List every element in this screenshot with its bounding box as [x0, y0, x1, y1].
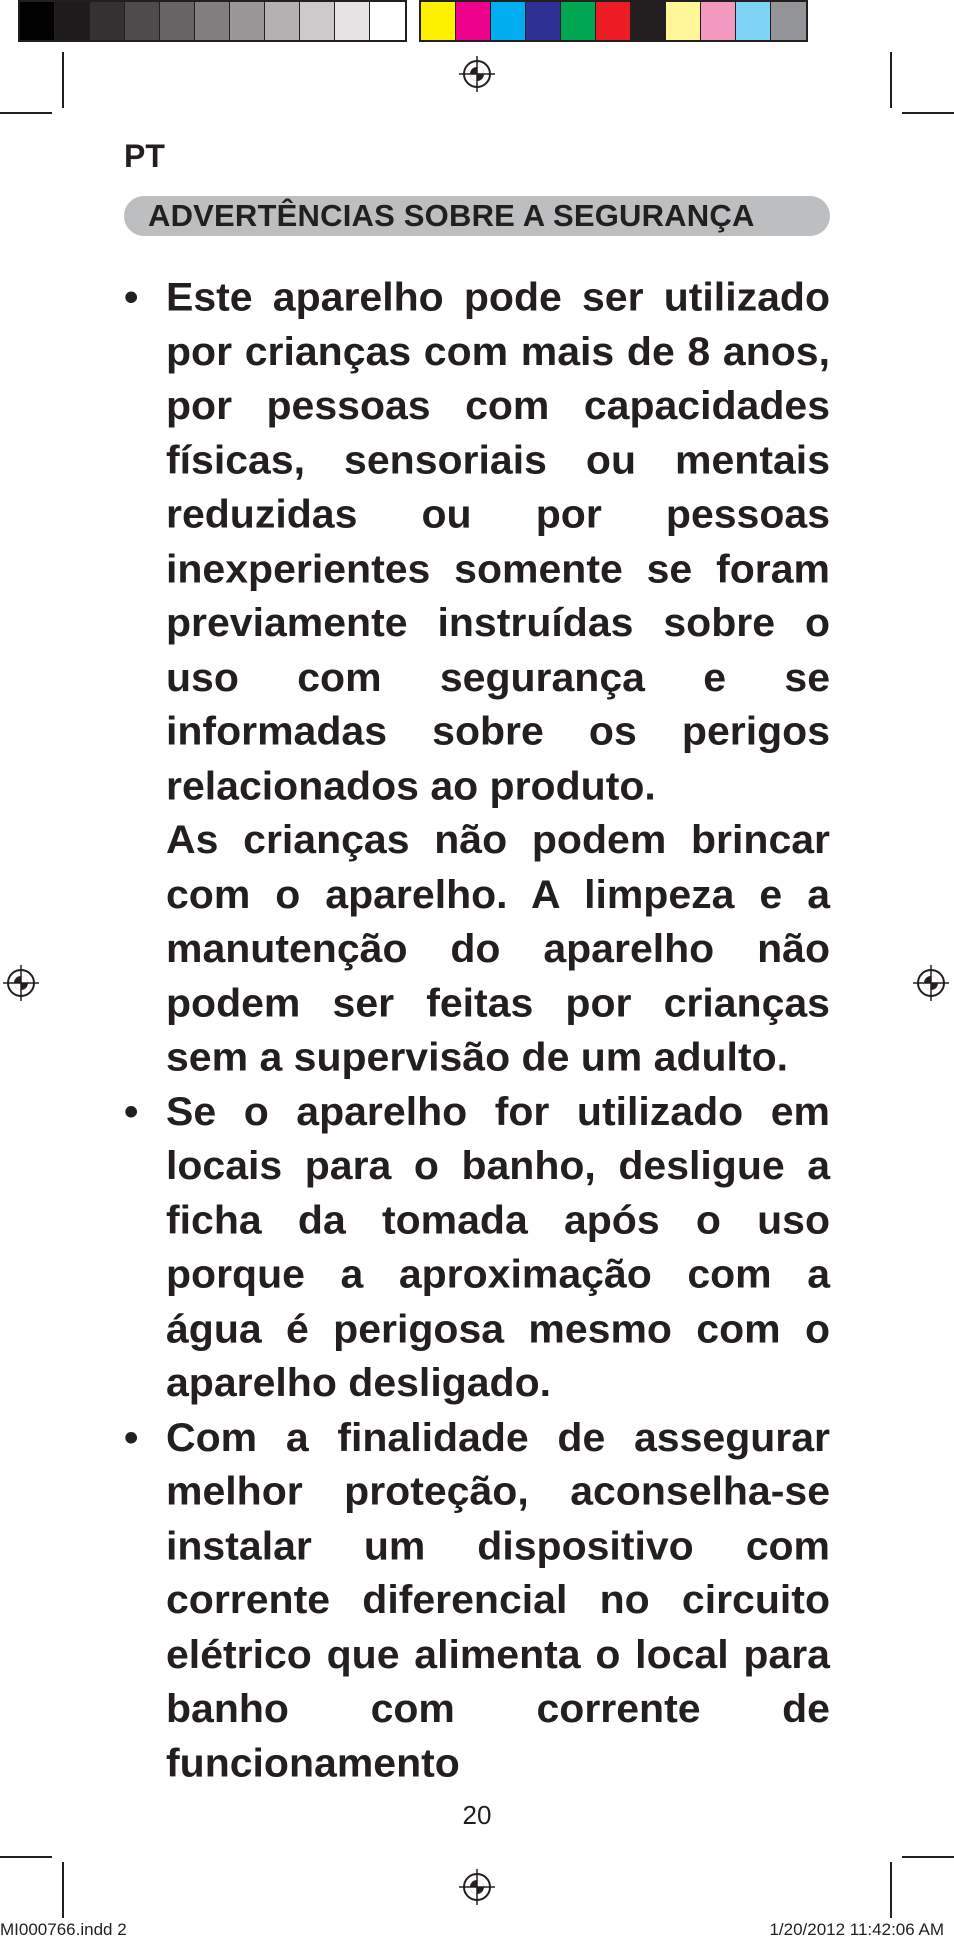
color-swatch	[561, 2, 596, 40]
grayscale-swatches	[18, 0, 407, 42]
print-timestamp: 1/20/2012 11:42:06 AM	[769, 1920, 944, 1939]
color-swatch	[265, 2, 300, 40]
paragraph: Se o aparelho for utilizado em locais para o banho, desligue a ficha da tomada após o uso porque a aproximação com a água é perigosa mesmo com o aparelho desligado.	[166, 1089, 830, 1405]
color-swatch	[526, 2, 561, 40]
bullet-marker: •	[124, 274, 139, 320]
paragraph: Este aparelho pode ser utilizado por crianças com mais de 8 anos, por pessoas com capacidades físicas, sensoriais ou mentais reduzidas ou por pessoas inexperientes somente se foram previamente instruídas sobre o uso com segurança e se informadas sobre os perigos relacionados ao produto.	[166, 274, 830, 808]
bullet-item	[124, 270, 830, 1084]
crop-mark-bottom-left-vertical	[62, 1862, 64, 1918]
color-swatch	[20, 2, 55, 40]
bullet-marker: •	[124, 1414, 139, 1460]
crop-mark-bottom-left-horizontal	[0, 1856, 52, 1858]
process-color-swatches	[419, 0, 808, 42]
color-swatch	[421, 2, 456, 40]
color-swatch	[55, 2, 90, 40]
crop-mark-top-left-vertical	[62, 52, 64, 108]
color-swatch	[300, 2, 335, 40]
bullet-marker: •	[124, 1089, 139, 1134]
color-swatch	[736, 2, 771, 40]
crop-mark-bottom-right-vertical	[890, 1862, 892, 1918]
color-swatch	[195, 2, 230, 40]
color-swatch	[160, 2, 195, 40]
crop-mark-bottom-right-horizontal	[902, 1856, 954, 1858]
color-swatch	[90, 2, 125, 40]
registration-mark-icon	[3, 965, 39, 1001]
registration-mark-icon	[913, 965, 949, 1001]
color-swatch	[491, 2, 526, 40]
paragraph: As crianças não podem brincar com o aparelho. A limpeza e a manutenção do aparelho não podem ser feitas por crianças sem a supervisão de um adulto.	[166, 817, 830, 1080]
page-number: 20	[462, 1800, 492, 1830]
color-swatch	[596, 2, 631, 40]
color-calibration-bar	[18, 0, 808, 42]
color-swatch	[771, 2, 806, 40]
crop-mark-top-left-horizontal	[0, 112, 52, 114]
color-swatch	[335, 2, 370, 40]
color-swatch	[125, 2, 160, 40]
color-swatch	[456, 2, 491, 40]
crop-mark-top-right-horizontal	[902, 112, 954, 114]
safety-warnings-list	[124, 270, 830, 1790]
file-name: MI000766.indd 2	[0, 1920, 127, 1939]
color-swatch	[631, 2, 666, 40]
paragraph: Com a finalidade de assegurar melhor proteção, aconselha-se instalar um dispositivo com corrente diferencial no circuito elétrico que alimenta o local para banho com corrente de funcionamento	[166, 1414, 830, 1785]
language-code: PT	[124, 138, 165, 174]
bullet-item	[124, 1410, 830, 1790]
section-title: ADVERTÊNCIAS SOBRE A SEGURANÇA	[148, 198, 755, 233]
bullet-item	[124, 1084, 830, 1410]
section-title-banner	[124, 196, 830, 236]
registration-mark-icon	[459, 1869, 495, 1905]
crop-mark-top-right-vertical	[890, 52, 892, 108]
color-swatch	[370, 2, 405, 40]
color-swatch	[701, 2, 736, 40]
color-swatch	[230, 2, 265, 40]
registration-mark-icon	[459, 56, 495, 92]
color-swatch	[666, 2, 701, 40]
